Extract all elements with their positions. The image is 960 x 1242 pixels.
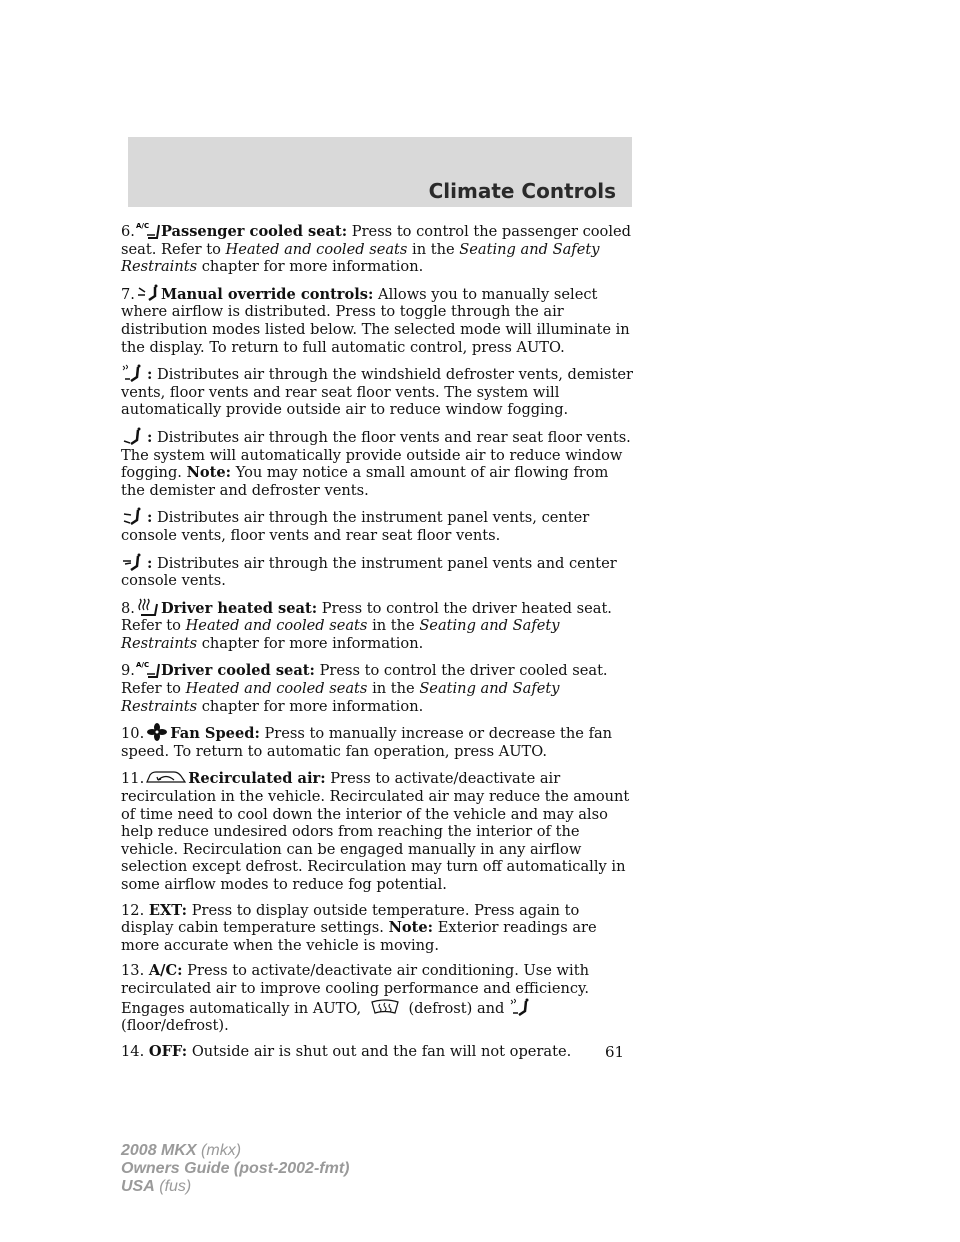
footer-line-3: USA (fus) xyxy=(121,1178,192,1195)
floor-vent-icon xyxy=(121,427,147,445)
ac-seat-icon xyxy=(135,660,161,678)
mode-panel: : Distributes air through the instrument panel vents and center console vents. xyxy=(121,554,617,590)
item-7: 7. Manual override controls: Allows you to manually select where airflow is distributed. Press to toggle through the air distribution modes listed below. The selected mode will illuminate in the display. To return to full automatic control, press AUTO. xyxy=(121,285,630,356)
mode-panel-floor: : Distributes air through the instrument panel vents, center console vents, floor vents and rear seat floor vents. xyxy=(121,509,590,544)
item-12: 12. EXT: Press to display outside temperature. Press again to display cabin temperature settings. Note: Exterior readings are more accurate when the vehicle is moving. xyxy=(121,901,597,954)
section-header-band xyxy=(128,137,632,207)
footer xyxy=(121,1142,349,1196)
item-10: 10. Fan Speed: Press to manually increase or decrease the fan speed. To return to automatic fan operation, press AUTO. xyxy=(121,725,613,760)
footer-line-1: 2008 MKX (mkx) xyxy=(121,1142,242,1159)
item-9: 9. A/C Driver cooled seat: Press to control the driver cooled seat. Refer to Heated and cooled seats in the Seating and Safety Restraints chapter for more information. xyxy=(121,661,608,715)
panel-vent-icon xyxy=(121,553,147,571)
panel-floor-vent-icon xyxy=(121,507,147,525)
heated-seat-icon xyxy=(135,598,161,616)
mode-floor-defrost: : Distributes air through the windshield defroster vents, demister vents, floor vents and rear seat floor vents. The system will automatically provide outside air to reduce window fogging. xyxy=(121,366,633,419)
floor-defrost-icon xyxy=(509,998,535,1016)
floor-defrost-icon xyxy=(121,364,147,382)
item-14: 14. OFF: Outside air is shut out and the fan will not operate. xyxy=(121,1042,572,1060)
svg-text:A/C: A/C xyxy=(135,222,150,230)
item-11: 11. Recirculated air: Press to activate/deactivate air recirculation in the vehicle. Recirculated air may reduce the amount of time need to cool down the interior of the vehicle and may also help reduce undesired odors from reaching the interior of the vehicle. Recirculation can be engaged manually in any airflow selection except defrost. Recirculation may turn off automatically in some airflow modes to reduce fog potential. xyxy=(121,770,630,893)
manual-override-icon xyxy=(135,284,161,302)
recirculation-icon xyxy=(144,768,188,786)
footer-line-2: Owners Guide (post-2002-fmt) xyxy=(121,1160,350,1177)
mode-floor: : Distributes air through the floor vents and rear seat floor vents. The system will automatically provide outside air to reduce window fogging. Note: You may notice a small amount of air flowing from the demister and defroster vents. xyxy=(121,428,631,499)
page-number: 61 xyxy=(605,1043,625,1061)
item-6: 6. A/C Passenger cooled seat: Press to control the passenger cooled seat. Refer to Heated and cooled seats in the Seating and Safety Restraints chapter for more information. xyxy=(121,222,631,276)
fan-icon xyxy=(144,723,170,741)
item-13: 13. A/C: Press to activate/deactivate air conditioning. Use with recirculated air to improve cooling performance and efficiency. Engages automatically in AUTO, (defrost) and (floor/defrost). xyxy=(121,962,589,1035)
ac-seat-icon xyxy=(135,221,161,239)
svg-text:A/C: A/C xyxy=(135,661,150,670)
defrost-icon xyxy=(366,998,404,1016)
item-8: 8. Driver heated seat: Press to control the driver heated seat. Refer to Heated and cooled seats in the Seating and Safety Restraints chapter for more information. xyxy=(121,599,612,652)
page-content xyxy=(121,221,636,1068)
section-title: Climate Controls xyxy=(428,179,616,203)
